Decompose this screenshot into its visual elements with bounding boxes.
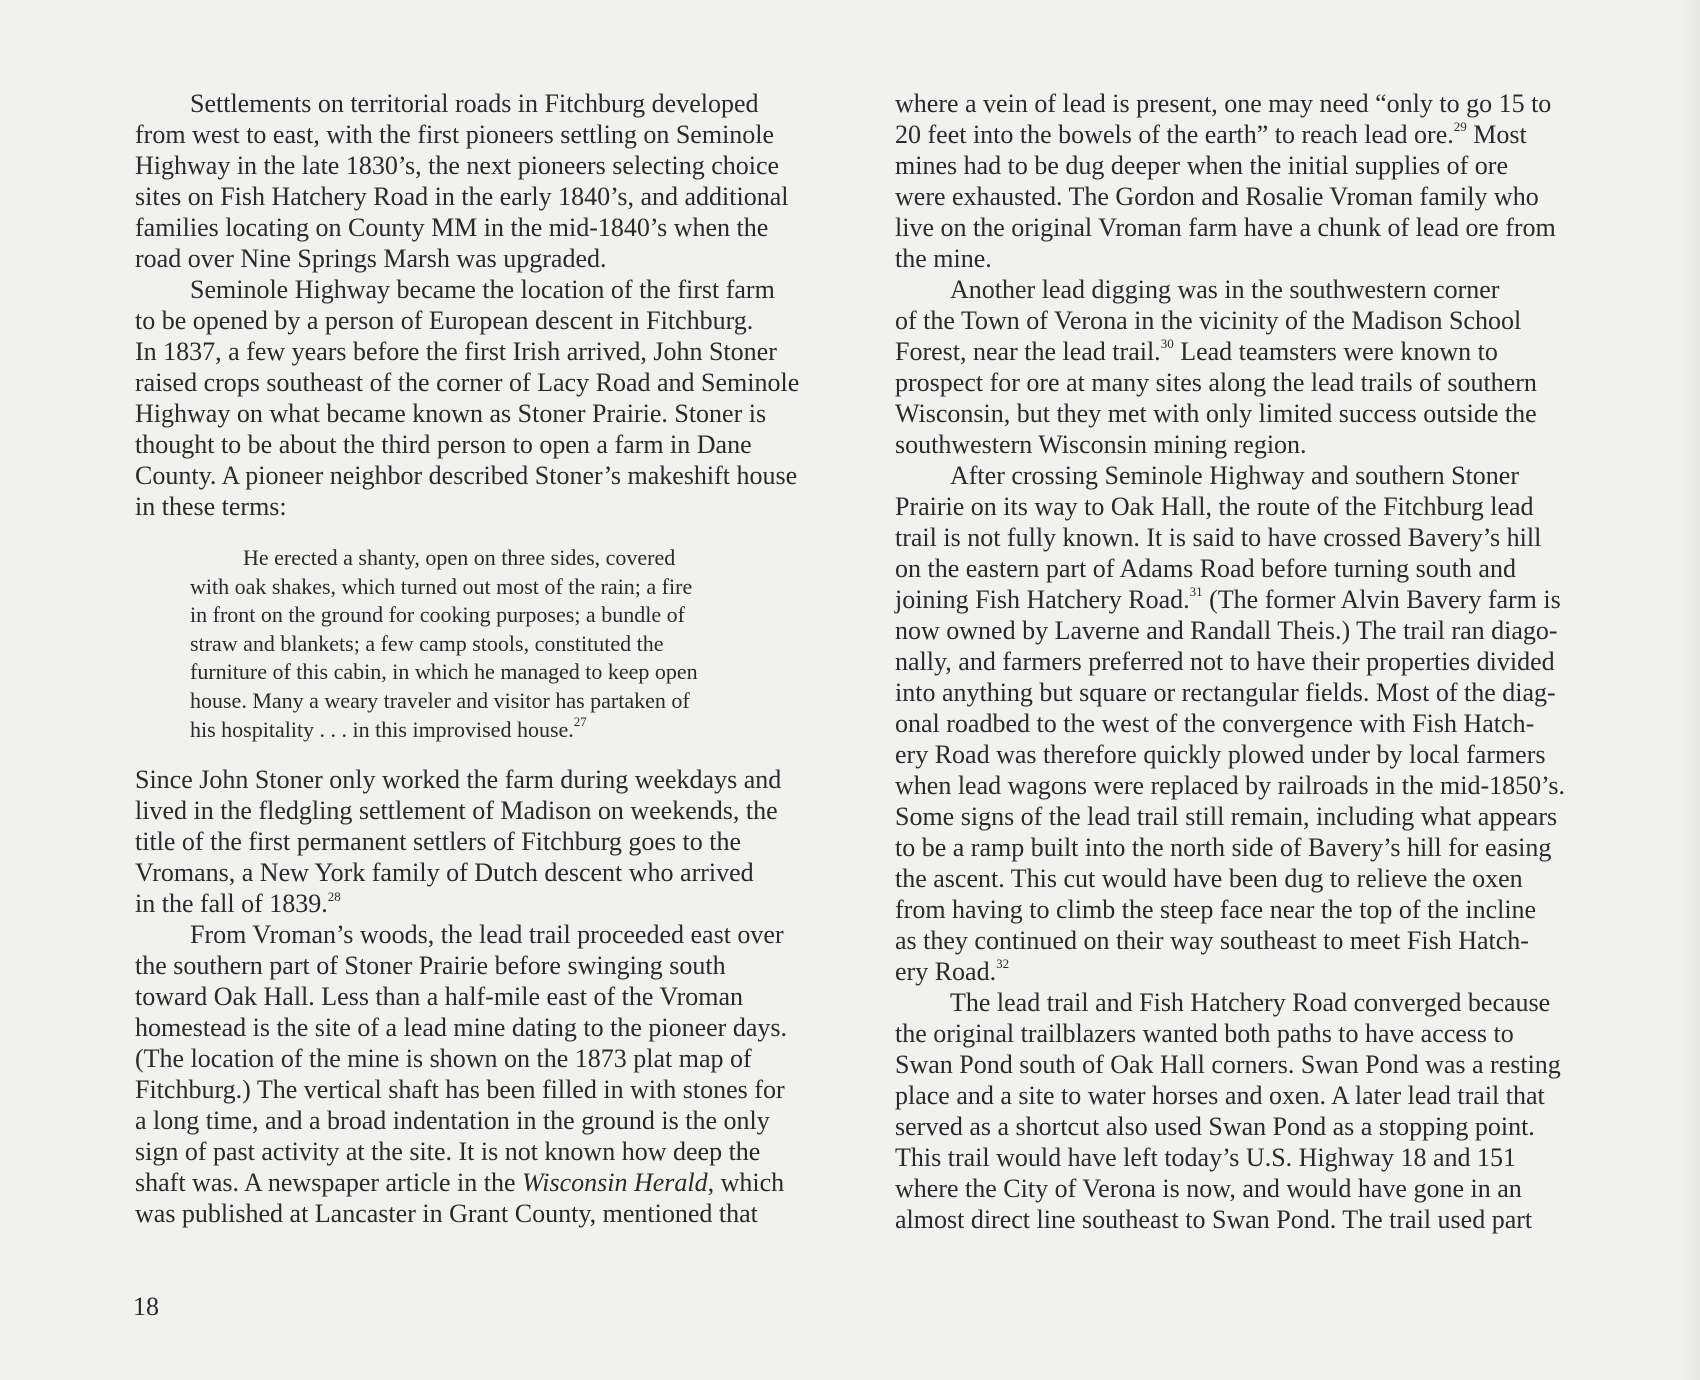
text-line: Wisconsin, but they met with only limited success outside the: [895, 399, 1537, 428]
text-line: onal roadbed to the west of the convergence with Fish Hatch-: [895, 709, 1535, 738]
paragraph-seminole-highway: [135, 274, 835, 522]
text-line: (The location of the mine is shown on the 1873 plat map of: [135, 1044, 752, 1074]
text-segment: ery Road.: [895, 957, 997, 986]
text-segment: which: [714, 1168, 785, 1198]
text-line: on the eastern part of Adams Road before turning south and: [895, 554, 1516, 583]
text-line: [895, 119, 1600, 150]
text-line: where a vein of lead is present, one may need “only to go 15 to: [895, 89, 1552, 118]
text-line-content: in the fall of 1839.: [135, 889, 328, 919]
right-column: [895, 88, 1600, 1235]
text-line: This trail would have left today’s U.S. Highway 18 and 151: [895, 1143, 1517, 1172]
block-quote: [135, 544, 835, 744]
page-spine-shadow: [1680, 0, 1700, 1380]
text-line: Some signs of the lead trail still remain, including what appears: [895, 802, 1558, 831]
text-line: to be a ramp built into the north side of Bavery’s hill for easing: [895, 833, 1552, 862]
text-line: Prairie on its way to Oak Hall, the route of the Fitchburg lead: [895, 492, 1534, 521]
quote-line: in front on the ground for cooking purposes; a bundle of: [190, 602, 685, 628]
text-line: the ascent. This cut would have been dug to relieve the oxen: [895, 864, 1523, 893]
text-line: toward Oak Hall. Less than a half-mile east of the Vroman: [135, 982, 744, 1012]
text-line: Another lead digging was in the southwestern corner: [950, 275, 1500, 304]
text-line: southwestern Wisconsin mining region.: [895, 430, 1307, 459]
text-segment: Forest, near the lead trail.: [895, 337, 1161, 366]
text-line: Vromans, a New York family of Dutch descent who arrived: [135, 858, 754, 888]
text-line: were exhausted. The Gordon and Rosalie Vroman family who: [895, 182, 1539, 211]
quote-line: [190, 716, 835, 745]
footnote-ref: 27: [573, 714, 587, 730]
text-line: into anything but square or rectangular fields. Most of the diag-: [895, 678, 1556, 707]
text-line: when lead wagons were replaced by railroads in the mid-1850’s.: [895, 771, 1566, 800]
paragraph-after-crossing: [895, 460, 1600, 987]
text-line: from having to climb the steep face near the top of the incline: [895, 895, 1537, 924]
text-line: almost direct line southeast to Swan Pond. The trail used part: [895, 1205, 1533, 1234]
text-line: mines had to be dug deeper when the initial supplies of ore: [895, 151, 1509, 180]
text-line: ery Road was therefore quickly plowed under by local farmers: [895, 740, 1546, 769]
text-line: the mine.: [895, 244, 992, 273]
paragraph-john-stoner: [135, 764, 835, 919]
text-line: place and a site to water horses and oxen. A later lead trail that: [895, 1081, 1545, 1110]
text-line: raised crops southeast of the corner of Lacy Road and Seminole: [135, 368, 800, 397]
text-segment: Most: [1466, 120, 1527, 149]
text-line: [135, 888, 835, 919]
text-line: the southern part of Stoner Prairie before swinging south: [135, 951, 726, 981]
text-line: as they continued on their way southeast to meet Fish Hatch-: [895, 926, 1529, 955]
text-line: The lead trail and Fish Hatchery Road converged because: [950, 988, 1551, 1017]
text-line: in these terms:: [135, 492, 287, 521]
text-line: was published at Lancaster in Grant County, mentioned that: [135, 1199, 758, 1229]
text-line: sign of past activity at the site. It is not known how deep the: [135, 1137, 761, 1167]
paragraph-vein-of-lead: [895, 88, 1600, 274]
quote-line: He erected a shanty, open on three sides, covered: [243, 545, 676, 570]
text-line: County. A pioneer neighbor described Stoner’s makeshift house: [135, 461, 798, 490]
quote-line: furniture of this cabin, in which he managed to keep open: [190, 659, 698, 685]
text-line: Highway in the late 1830’s, the next pioneers selecting choice: [135, 151, 780, 180]
text-line: now owned by Laverne and Randall Theis.) The trail ran diago-: [895, 616, 1558, 645]
text-line: lived in the fledgling settlement of Madison on weekends, the: [135, 796, 778, 826]
quote-line: with oak shakes, which turned out most of the rain; a fire: [190, 573, 693, 599]
text-line: [895, 336, 1600, 367]
text-line: nally, and farmers preferred not to have their properties divided: [895, 647, 1555, 676]
newspaper-title: Wisconsin Herald,: [522, 1168, 715, 1198]
quote-line: house. Many a weary traveler and visitor has partaken of: [190, 687, 690, 713]
paragraph-settlements: [135, 88, 835, 274]
text-line: Seminole Highway became the location of the first farm: [190, 275, 775, 304]
text-line: Fitchburg.) The vertical shaft has been filled in with stones for: [135, 1075, 785, 1105]
left-column: [135, 88, 835, 1229]
text-line: sites on Fish Hatchery Road in the early 1840’s, and additional: [135, 182, 789, 211]
text-line: of the Town of Verona in the vicinity of the Madison School: [895, 306, 1522, 335]
footnote-ref: 32: [996, 956, 1010, 972]
text-line: In 1837, a few years before the first Irish arrived, John Stoner: [135, 337, 777, 366]
text-line: the original trailblazers wanted both paths to have access to: [895, 1019, 1514, 1048]
text-segment: 20 feet into the bowels of the earth” to reach lead ore.: [895, 120, 1454, 149]
text-line: served as a shortcut also used Swan Pond as a stopping point.: [895, 1112, 1535, 1141]
text-line: a long time, and a broad indentation in the ground is the only: [135, 1106, 770, 1136]
text-line: where the City of Verona is now, and would have gone in an: [895, 1174, 1522, 1203]
text-line: thought to be about the third person to open a farm in Dane: [135, 430, 752, 459]
text-segment: joining Fish Hatchery Road.: [895, 585, 1190, 614]
text-line: Swan Pond south of Oak Hall corners. Swan Pond was a resting: [895, 1050, 1561, 1079]
quote-line: straw and blankets; a few camp stools, constituted the: [190, 630, 664, 656]
text-line: Settlements on territorial roads in Fitchburg developed: [190, 89, 759, 118]
quote-line-text: his hospitality . . . in this improvised house.: [190, 716, 574, 742]
footnote-ref: 30: [1160, 336, 1174, 352]
text-line: [135, 1167, 835, 1198]
text-segment: shaft was. A newspaper article in the: [135, 1168, 522, 1198]
text-line: from west to east, with the first pioneers settling on Seminole: [135, 120, 775, 149]
paragraph-vromans-woods: [135, 919, 835, 1229]
text-line: to be opened by a person of European descent in Fitchburg.: [135, 306, 754, 335]
text-line: families locating on County MM in the mid-1840’s when the: [135, 213, 769, 242]
paragraph-swan-pond: [895, 987, 1600, 1235]
footnote-ref: 31: [1189, 584, 1203, 600]
text-line: From Vroman’s woods, the lead trail proceeded east over: [190, 920, 784, 950]
footnote-ref: 29: [1453, 119, 1467, 135]
footnote-ref: 28: [327, 888, 341, 904]
text-line: [895, 956, 1600, 987]
text-line: title of the first permanent settlers of Fitchburg goes to the: [135, 827, 742, 857]
text-line: trail is not fully known. It is said to have crossed Bavery’s hill: [895, 523, 1542, 552]
text-line: road over Nine Springs Marsh was upgraded.: [135, 244, 607, 273]
text-line: homestead is the site of a lead mine dating to the pioneer days.: [135, 1013, 787, 1043]
text-segment: Lead teamsters were known to: [1173, 337, 1498, 366]
text-line: live on the original Vroman farm have a chunk of lead ore from: [895, 213, 1556, 242]
page-number: 18: [133, 1292, 159, 1321]
text-line: Since John Stoner only worked the farm during weekdays and: [135, 765, 782, 795]
paragraph-another-lead-digging: [895, 274, 1600, 460]
text-line: After crossing Seminole Highway and southern Stoner: [950, 461, 1520, 490]
text-line: [895, 584, 1600, 615]
text-segment: (The former Alvin Bavery farm is: [1202, 585, 1561, 614]
text-line: Highway on what became known as Stoner Prairie. Stoner is: [135, 399, 767, 428]
text-line: prospect for ore at many sites along the lead trails of southern: [895, 368, 1537, 397]
